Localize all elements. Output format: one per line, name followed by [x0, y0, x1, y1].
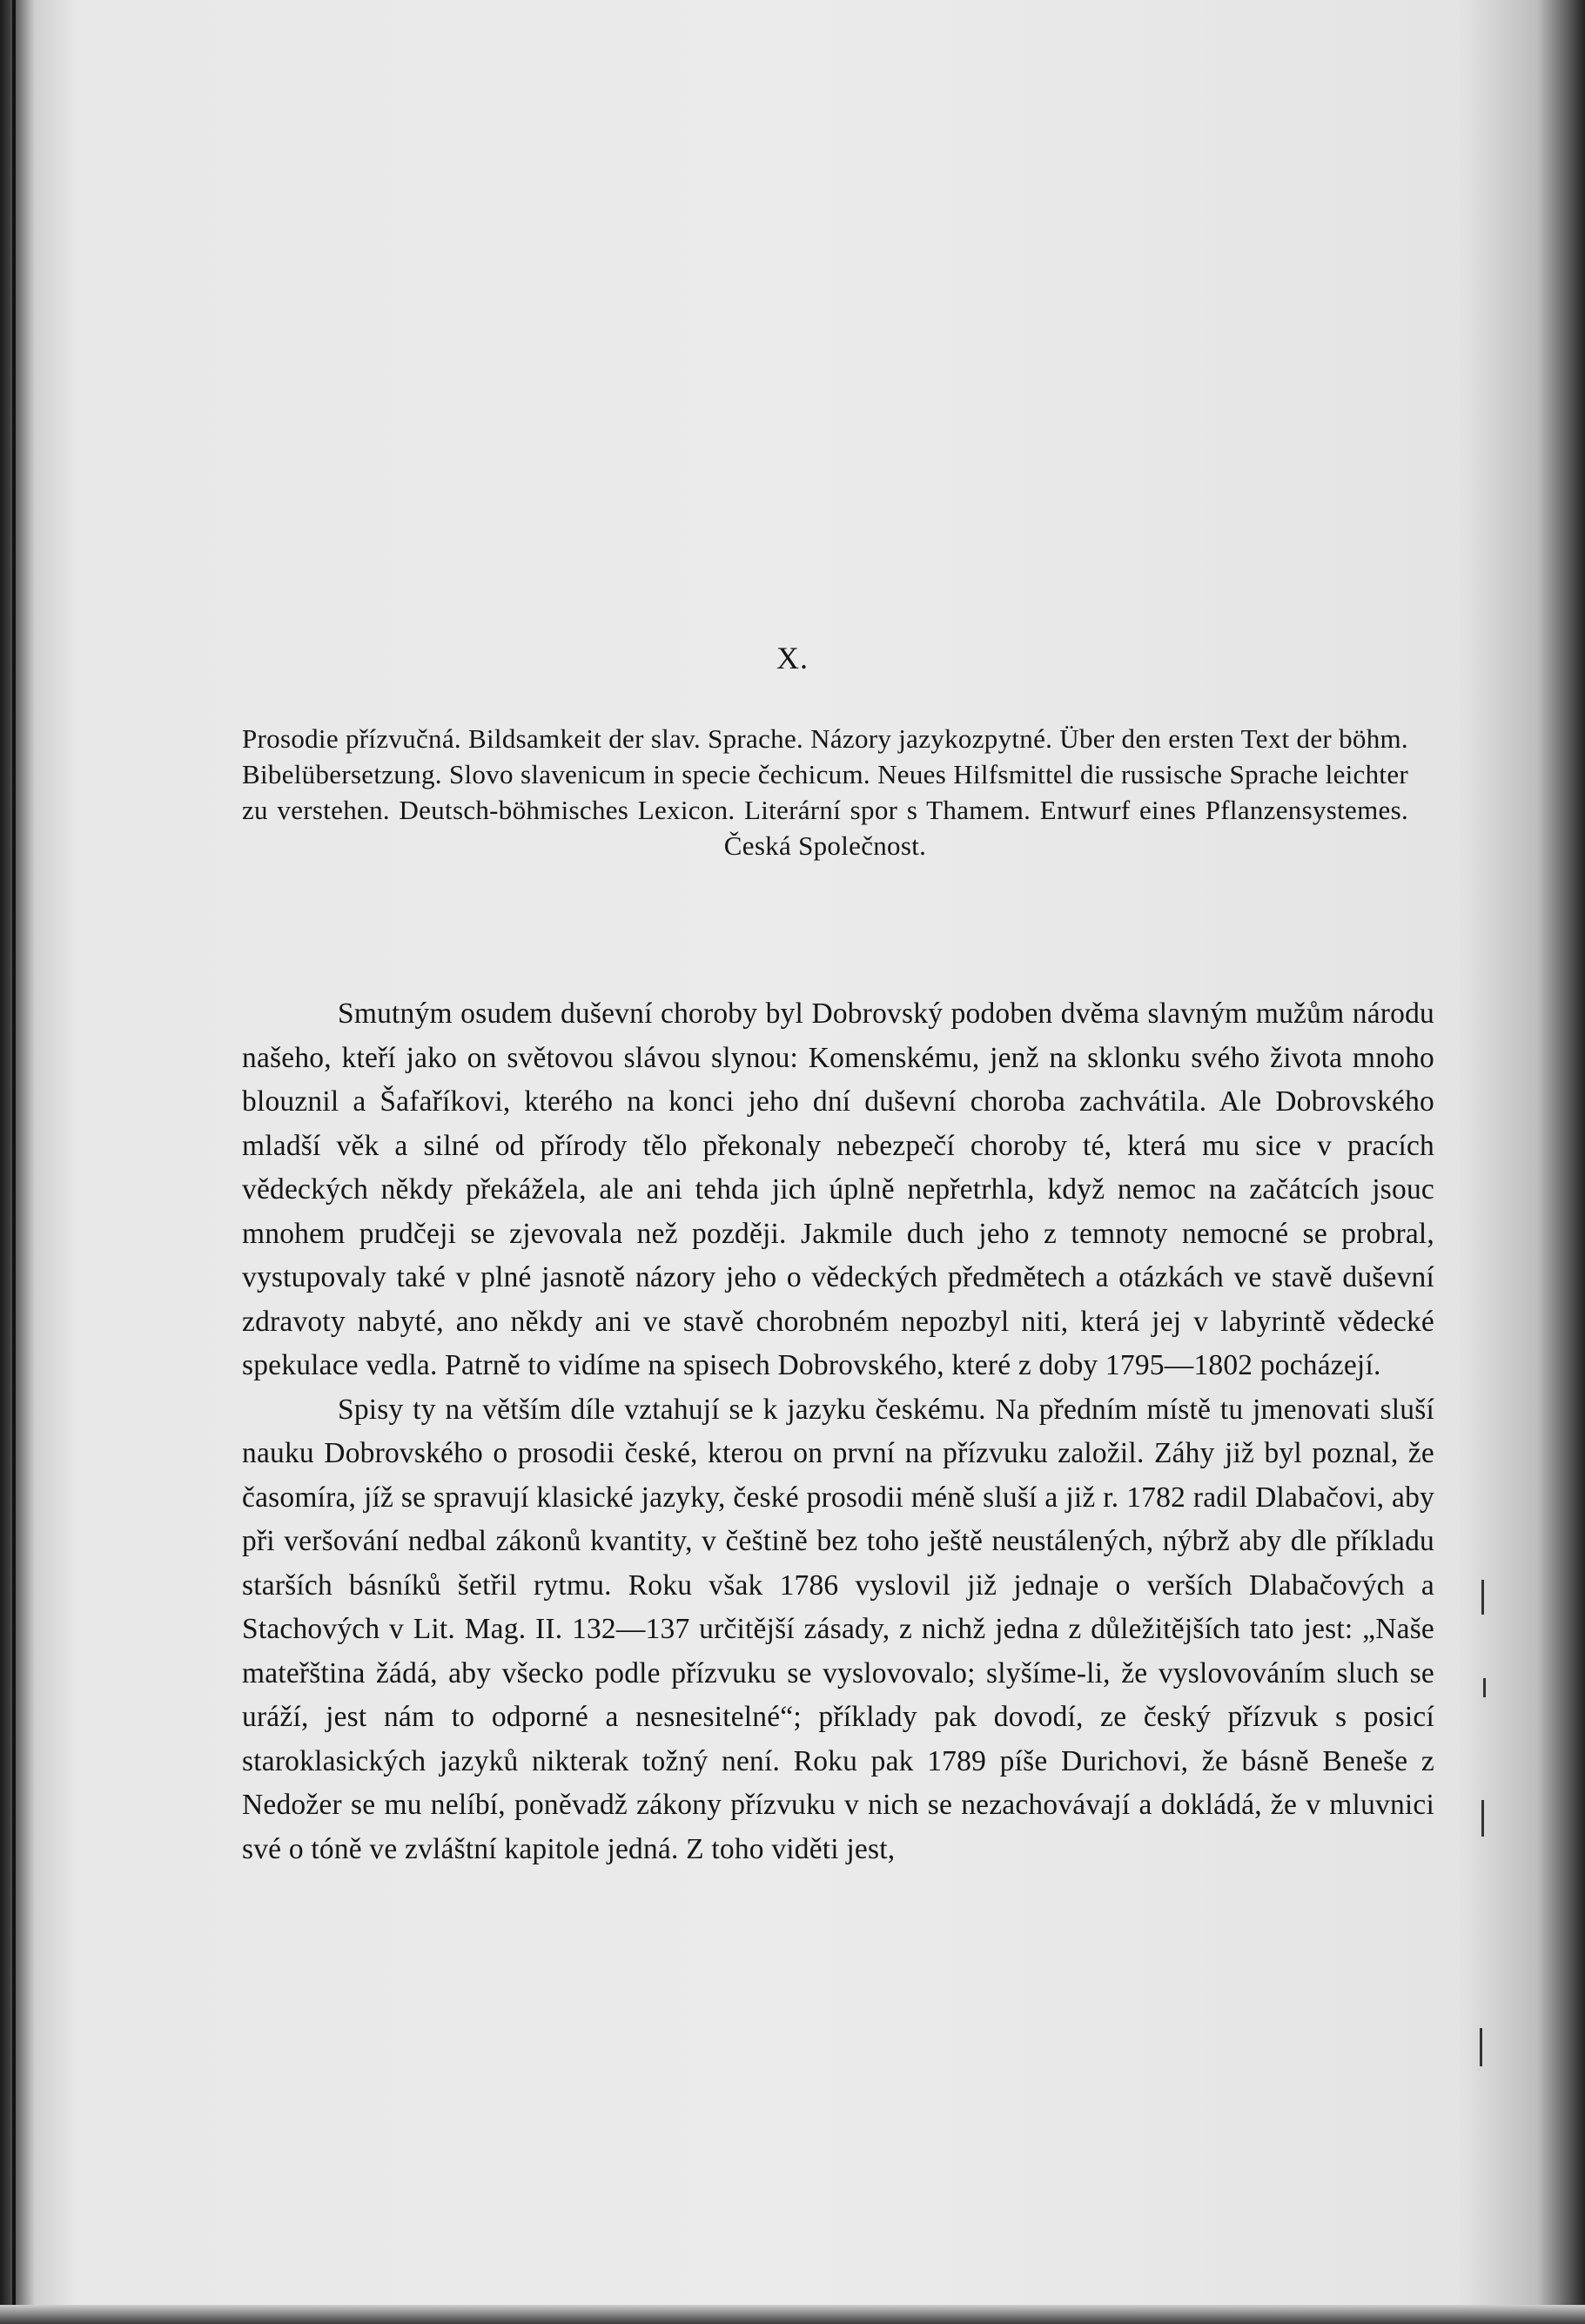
margin-mark — [1481, 1800, 1484, 1837]
chapter-summary: Prosodie přízvučná. Bildsamkeit der slav. Sprache. Názory jazykozpytné. Über den ersten Text der böhm. Bibelübersetzung. Slovo slavenicum in specie čechicum. Neues Hilfsmittel die russische Sprache leichter zu verstehen. Deutsch-böhmisches Lexicon. Literární spor s Thamem. Entwurf eines Pflanzensystemes. Česká Společnost. — [242, 723, 1408, 861]
body-text — [242, 992, 1434, 1871]
paragraph-1: Smutným osudem duševní choroby byl Dobrovský podoben dvěma slavným mužům národu našeho, kteří jako on světovou slávou slynou: Komenskému, jenž na sklonku svého života mnoho blouznil a Šafaříkovi, kterého na konci jeho dní duševní choroba zachvátila. Ale Dobrovského mladší věk a silné od přírody tělo překonaly nebezpečí choroby té, která mu sice v pracích vědeckých někdy překážela, ale ani tehda jich úplně nepřetrhla, když nemoc na začátcích jsouc mnohem prudčeji se zjevovala než později. Jakmile duch jeho z temnoty nemocné se probral, vystupovaly také v plné jasnotě názory jeho o vědeckých předmětech a otázkách ve stavě duševní zdravoty nabyté, ano někdy ani ve stavě chorobném nepozbyl niti, která jej v labyrintě vědecké spekulace vedla. Patrně to vidíme na spisech Dobrovského, které z doby 1795—1802 pocházejí. — [242, 997, 1434, 1381]
margin-mark — [1481, 1580, 1484, 1615]
chapter-number: X. — [776, 641, 809, 675]
margin-mark — [1483, 1678, 1486, 1697]
binding-edge — [12, 0, 16, 2324]
page-bottom-edge — [0, 2305, 1585, 2324]
paragraph-2: Spisy ty na větším díle vztahují se k jazyku českému. Na předním místě tu jmenovati sluší nauku Dobrovského o prosodii české, kterou on první na přízvuku založil. Záhy již byl poznal, že časomíra, jíž se spravují klasické jazyky, české prosodii méně sluší a již r. 1782 radil Dlabačovi, aby při veršování nedbal zákonů kvantity, v češtině bez toho ještě neustálených, nýbrž aby dle příkladu starších básníků šetřil rytmu. Roku však 1786 vyslovil již jednaje o verších Dlabačových a Stachových v Lit. Mag. II. 132—137 určitější zásady, z nichž jedna z důležitějších tato jest: „Naše mateřština žádá, aby všecko podle přízvuku se vyslovovalo; slyšíme-li, že vyslovováním sluch se uráží, jest nám to odporné a nesnesitelné“; příklady pak dovodí, ze český přízvuk s posicí staroklasických jazyků nikterak tožný není. Roku pak 1789 píše Durichovi, že básně Beneše z Nedožer se mu nelíbí, poněvadž zákony přízvuku v nich se nezachovávají a dokládá, že v mluvnici své o tóně ve zvláštní kapitole jedná. Z toho viděti jest, — [242, 1393, 1434, 1865]
margin-mark — [1480, 2028, 1482, 2066]
